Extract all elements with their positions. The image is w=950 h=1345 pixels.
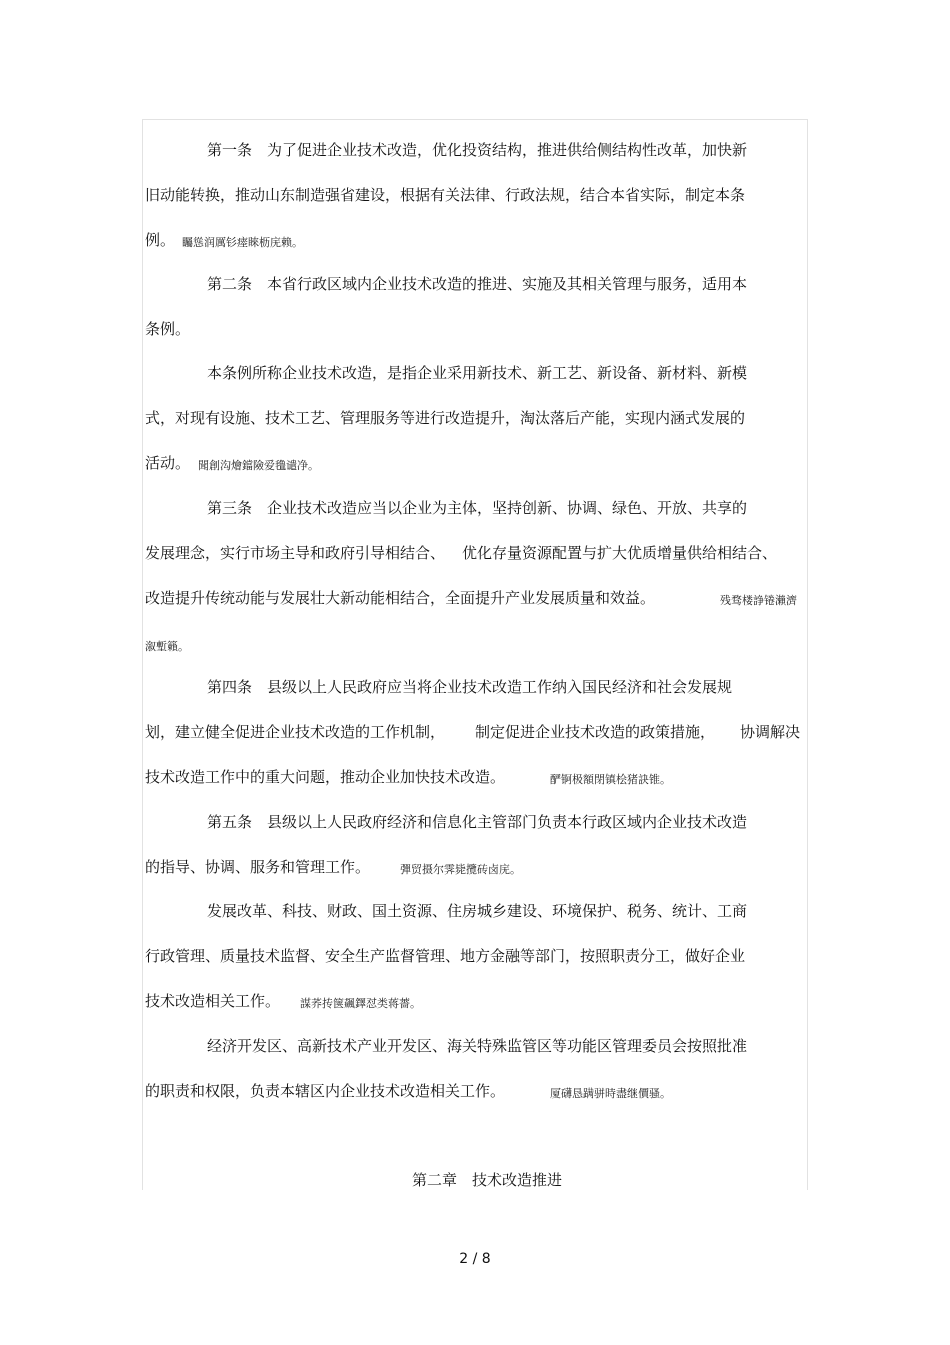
chapter-2-title: 第二章 技术改造推进 — [412, 1171, 563, 1189]
article-3-line-2a: 发展理念，实行市场主导和政府引导相结合、 — [145, 544, 446, 562]
article-3-note-2: 溆塹籟。 — [145, 640, 189, 653]
article-2-note: 聞創沟燴鐺險爱氇谴净。 — [198, 459, 319, 472]
article-5-para2-line-2: 行政管理、质量技术监督、安全生产监督管理、地方金融等部门，按照职责分工，做好企业 — [145, 947, 746, 965]
article-1-note: 矚慫润厲钐瘗睞枥庑赖。 — [182, 236, 303, 249]
article-3-line-1: 第三条 企业技术改造应当以企业为主体，坚持创新、协调、绿色、开放、共享的 — [207, 499, 748, 517]
article-4-line-1: 第四条 县级以上人民政府应当将企业技术改造工作纳入国民经济和社会发展规 — [207, 678, 733, 696]
article-2-para2-line-3: 活动。 — [145, 454, 191, 472]
article-4-note: 酽锕极額閉镇桧猪訣锥。 — [550, 773, 671, 786]
article-5-note-3: 厦礴恳蹒骈時盡继價骚。 — [550, 1087, 671, 1100]
article-2-line-1: 第二条 本省行政区域内企业技术改造的推进、实施及其相关管理与服务，适用本 — [207, 275, 748, 293]
article-5-para2-line-3: 技术改造相关工作。 — [145, 992, 281, 1010]
article-4-line-2b: 制定促进企业技术改造的政策措施， — [475, 723, 716, 741]
article-5-para2-line-1: 发展改革、科技、财政、国土资源、住房城乡建设、环境保护、税务、统计、工商 — [207, 902, 748, 920]
article-3-line-2b: 优化存量资源配置与扩大优质增量供给相结合、 — [462, 544, 778, 562]
article-2-para2-line-1: 本条例所称企业技术改造，是指企业采用新技术、新工艺、新设备、新材料、新模 — [207, 364, 748, 382]
page-number: 2 / 8 — [459, 1251, 491, 1267]
article-4-line-2c: 协调解决 — [740, 723, 801, 741]
article-5-para3-line-2: 的职责和权限，负责本辖区内企业技术改造相关工作。 — [145, 1082, 506, 1100]
article-3-line-3: 改造提升传统动能与发展壮大新动能相结合，全面提升产业发展质量和效益。 — [145, 589, 656, 607]
article-3-note-1: 残骛楼諍锩瀨濟 — [720, 594, 797, 607]
article-5-line-1: 第五条 县级以上人民政府经济和信息化主管部门负责本行政区域内企业技术改造 — [207, 813, 748, 831]
article-1-line-2: 旧动能转换，推动山东制造强省建设，根据有关法律、行政法规，结合本省实际，制定本条 — [145, 186, 746, 204]
article-4-line-2a: 划，建立健全促进企业技术改造的工作机制， — [145, 723, 446, 741]
article-1-line-1: 第一条 为了促进企业技术改造，优化投资结构，推进供给侧结构性改革，加快新 — [207, 141, 748, 159]
article-4-line-3: 技术改造工作中的重大问题，推动企业加快技术改造。 — [145, 768, 506, 786]
article-5-para3-line-1: 经济开发区、高新技术产业开发区、海关特殊监管区等功能区管理委员会按照批准 — [207, 1037, 748, 1055]
article-1-line-3: 例。 — [145, 231, 176, 249]
article-5-note-2: 謀荞抟箧飆鐸怼类蒋薔。 — [300, 997, 421, 1010]
article-2-line-2: 条例。 — [145, 320, 191, 338]
article-5-line-2: 的指导、协调、服务和管理工作。 — [145, 858, 371, 876]
article-5-note: 彈贸摄尔霁毙攬砖卤庑。 — [400, 863, 521, 876]
article-2-para2-line-2: 式，对现有设施、技术工艺、管理服务等进行改造提升，淘汰落后产能，实现内涵式发展的 — [145, 409, 746, 427]
